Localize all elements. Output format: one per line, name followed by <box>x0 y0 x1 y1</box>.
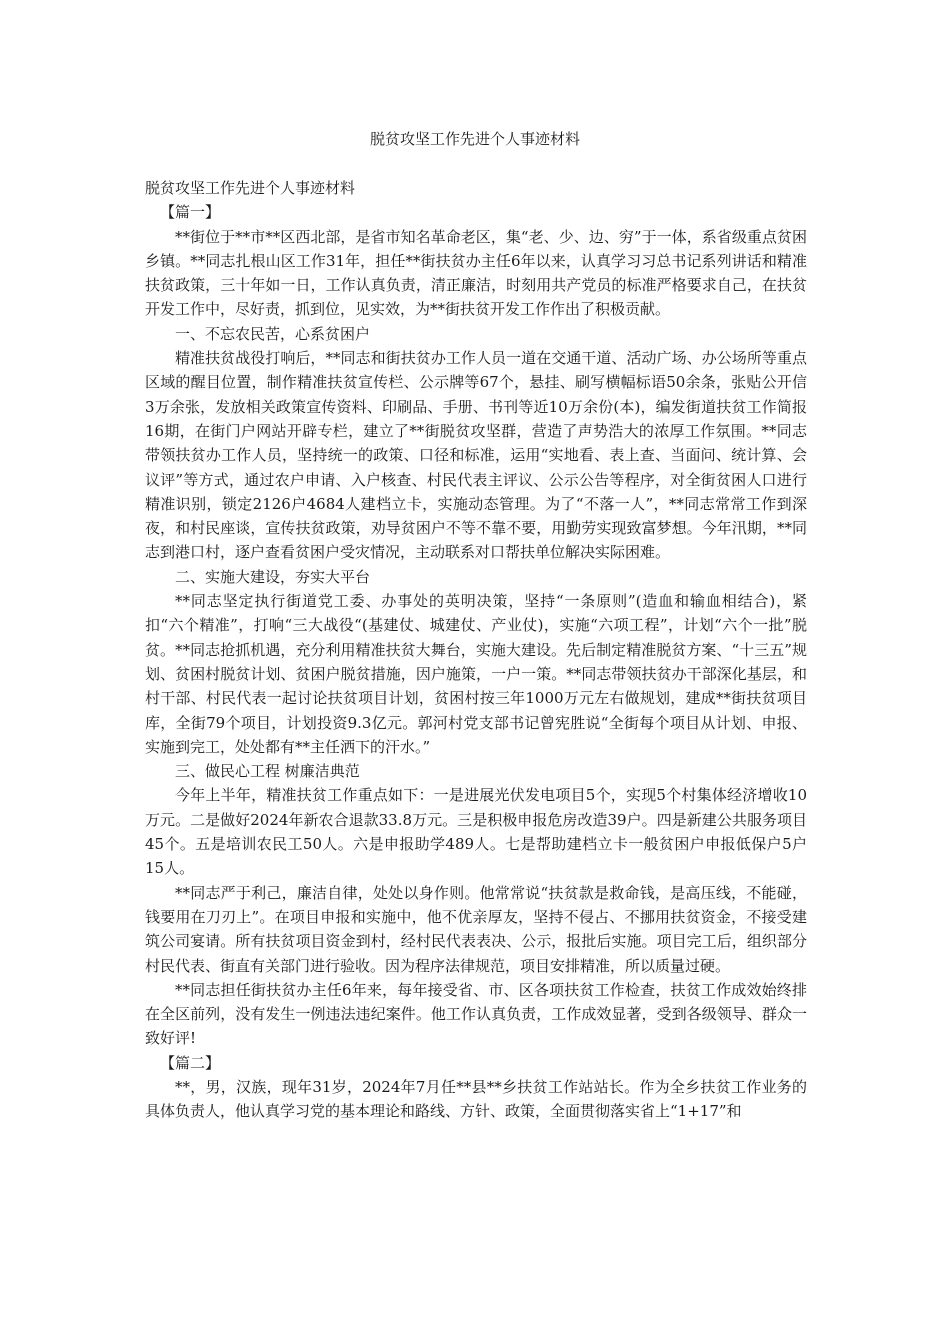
section-two-heading: 二、实施大建设，夯实大平台 <box>175 567 371 586</box>
section-three-paragraph-3: **同志担任街扶贫办主任6年来，每年接受省、市、区各项扶贫工作检查，扶贫工作成效始终排在全区前列，没有发生一例违法违纪案件。他工作认真负责，工作成效显著，受到各级领导、群众一致好评! <box>145 980 807 1048</box>
document-title: 脱贫攻坚工作先进个人事迹材料 <box>369 130 580 148</box>
part-two-paragraph-1: **，男，汉族，现年31岁，2024年7月任**县**乡扶贫工作站站长。作为全乡扶贫工作业务的具体负责人，他认真学习党的基本理论和路线、方针、政策，全面贯彻落实省上“1+17”和 <box>145 1077 807 1121</box>
section-one-heading: 一、不忘农民苦，心系贫困户 <box>175 324 371 343</box>
part-two-heading: 【篇二】 <box>160 1053 221 1072</box>
section-two-paragraph: **同志坚定执行街道党工委、办事处的英明决策，坚持“一条原则”(造血和输血相结合)，紧扣“六个精准”，打响“三大战役“(基建仗、城建仗、产业仗)，实施“六项工程”，计划“六个一批”脱贫。**同志抢抓机遇，充分利用精准扶贫大舞台，实施大建设。先后制定精准脱贫方案、“十三五”规划、贫困村脱贫计划、贫困户脱贫措施，因户施策，一户一策。**同志带领扶贫办干部深化基层，和村干部、村民代表一起讨论扶贫项目计划，贫困村按三年1000万元左右做规划，建成**街扶贫项目库，全街79个项目，计划投资9.3亿元。郭河村党支部书记曾宪胜说“全街每个项目从计划、申报、实施到完工，处处都有**主任洒下的汗水。” <box>145 592 807 756</box>
section-three-paragraph-1: 今年上半年，精准扶贫工作重点如下：一是进展光伏发电项目5个，实现5个村集体经济增收10万元。二是做好2024年新农合退款33.8万元。三是积极申报危房改造39户。四是新建公共服务项目45个。五是培训农民工50人。六是申报助学489人。七是帮助建档立卡一般贫困户申报低保户5户15人。 <box>145 786 807 878</box>
section-three-heading: 三、做民心工程 树廉洁典范 <box>175 762 360 781</box>
document-subtitle: 脱贫攻坚工作先进个人事迹材料 <box>145 179 356 197</box>
document-body <box>145 176 807 1124</box>
intro-paragraph: **街位于**市**区西北部，是省市知名革命老区，集“老、少、边、穷”于一体，系省级重点贫困乡镇。**同志扎根山区工作31年，担任**街扶贫办主任6年以来，认真学习习总书记系列讲话和精准扶贫政策，三十年如一日，工作认真负责，清正廉洁，时刻用共产党员的标准严格要求自己，在扶贫开发工作中，尽好责，抓到位，见实效，为**街扶贫开发工作作出了积极贡献。 <box>145 227 807 319</box>
section-one-paragraph: 精准扶贫战役打响后，**同志和街扶贫办工作人员一道在交通干道、活动广场、办公场所等重点区域的醒目位置，制作精准扶贫宣传栏、公示牌等67个，悬挂、刷写横幅标语50余条，张贴公开信3万余张，发放相关政策宣传资料、印刷品、手册、书刊等近10万余份(本)，编发街道扶贫工作简报16期，在街门户网站开辟专栏，建立了**街脱贫攻坚群，营造了声势浩大的浓厚工作氛围。**同志带领扶贫办工作人员，坚持统一的政策、口径和标准，运用“实地看、表上查、当面问、统计算、会议评”等方式，通过农户申请、入户核查、村民代表主评议、公示公告等程序，对全街贫困人口进行精准识别，锁定2126户4684人建档立卡，实施动态管理。为了“不落一人”，**同志常常工作到深夜，和村民座谈，宣传扶贫政策，劝导贫困户不等不靠不要，用勤劳实现致富梦想。今年汛期，**同志到港口村，逐户查看贫困户受灾情况，主动联系对口帮扶单位解决实际困难。 <box>145 349 807 562</box>
part-one-heading: 【篇一】 <box>160 203 221 222</box>
section-three-paragraph-2: **同志严于利己，廉洁自律，处处以身作则。他常常说“扶贫款是救命钱，是高压线，不能碰，钱要用在刀刃上”。在项目申报和实施中，他不优亲厚友，坚持不侵占、不挪用扶贫资金，不接受建筑公司宴请。所有扶贫项目资金到村，经村民代表表决、公示，报批后实施。项目完工后，组织部分村民代表、街直有关部门进行验收。因为程序法律规范，项目安排精准，所以质量过硬。 <box>145 883 807 975</box>
